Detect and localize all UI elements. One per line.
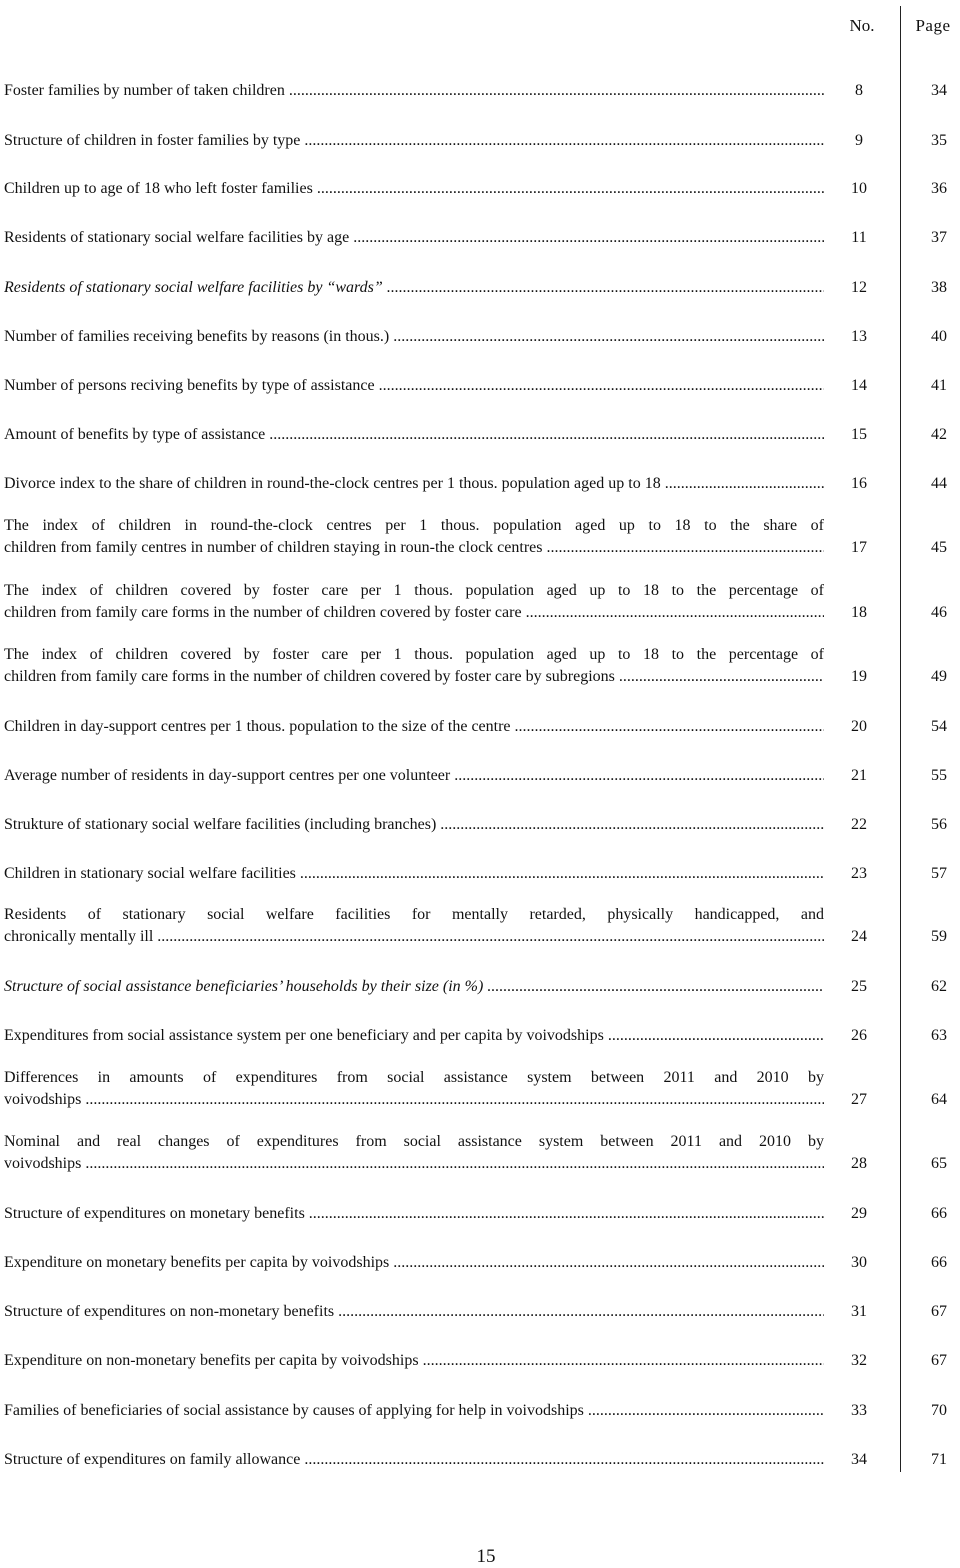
toc-entry-title-line2 [4,602,824,624]
toc-entry-title [4,904,824,948]
toc-entry-number: 8 [855,82,863,99]
toc-entry-title-text: Strukture of stationary social welfare facilities (including branches) [4,816,437,833]
toc-entry-title-line1: The index of children covered by foster care per 1 thous. population aged up to 18 to the percentage of [4,646,824,663]
toc-entry-title-line1 [4,130,824,152]
toc-entry-page[interactable]: 44 [931,475,947,492]
toc-entry-number: 17 [851,539,867,556]
toc-entry-title-text: Families of beneficiaries of social assistance by causes of applying for help in voivodships [4,1402,584,1419]
toc-entry-number: 29 [851,1205,867,1222]
toc-entry-page[interactable]: 65 [931,1155,947,1172]
toc-entry-title [4,473,824,495]
toc-entry-page[interactable]: 66 [931,1254,947,1271]
toc-entry-title [4,863,824,885]
toc-entry-title-text: Children up to age of 18 who left foster families [4,180,313,197]
toc-entry-number: 23 [851,865,867,882]
toc-entry-title [4,976,824,998]
toc-entry-number: 25 [851,978,867,995]
toc-entry-page[interactable]: 56 [931,816,947,833]
toc-entry-title-line1 [4,716,824,738]
toc-entry-page[interactable]: 40 [931,328,947,345]
toc-entry-title [4,644,824,688]
page-number: 15 [476,1546,496,1567]
toc-entry-title-line2 [4,666,824,688]
toc-entry-title-line1 [4,814,824,836]
toc-entry-title [4,326,824,348]
toc-entry-title-line1: The index of children in round-the-clock centres per 1 thous. population aged up to 18 to the share of [4,517,824,534]
toc-entry-title [4,716,824,738]
toc-entry-number: 12 [851,279,867,296]
toc-entry-title-text: Foster families by number of taken children [4,82,285,99]
toc-entry-page[interactable]: 66 [931,1205,947,1222]
toc-entry-title-line2 [4,926,824,948]
column-header-no: No. [849,16,875,35]
toc-entry-title-line1 [4,1025,824,1047]
toc-entry-page[interactable]: 57 [931,865,947,882]
toc-entry-number: 20 [851,718,867,735]
toc-entry-page[interactable]: 55 [931,767,947,784]
toc-entry-title-text: Structure of expenditures on monetary benefits [4,1205,305,1222]
toc-entry-title [4,1203,824,1225]
toc-entry-page[interactable]: 45 [931,539,947,556]
toc-entry-title [4,814,824,836]
toc-entry-title-text: Expenditures from social assistance system per one beneficiary and per capita by voivodships [4,1027,604,1044]
toc-entry-page[interactable]: 63 [931,1027,947,1044]
toc-entry-title-text: voivodships [4,1091,82,1108]
toc-entry-page[interactable]: 71 [931,1451,947,1468]
toc-entry-number: 22 [851,816,867,833]
toc-entry-title-text: Amount of benefits by type of assistance [4,426,266,443]
toc-entry-number: 32 [851,1352,867,1369]
toc-entry-page[interactable]: 42 [931,426,947,443]
toc-entry-title-line1: Differences in amounts of expenditures from social assistance system between 2011 and 2010 by [4,1069,824,1086]
toc-entry-title [4,1350,824,1372]
column-header-page: Page [915,16,951,35]
toc-entry-title [4,227,824,249]
toc-entry-page[interactable]: 36 [931,180,947,197]
toc-entry-title [4,277,824,299]
toc-entry-page[interactable]: 59 [931,928,947,945]
toc-entry-title [4,1301,824,1323]
toc-entry-title-line1 [4,1252,824,1274]
toc-entry-title-text: Structure of children in foster families by type [4,132,301,149]
toc-header [0,16,960,40]
toc-entry-title [4,765,824,787]
toc-entry-number: 21 [851,767,867,784]
toc-entry-title-text: Number of families receiving benefits by reasons (in thous.) [4,328,390,345]
toc-entry-page[interactable]: 34 [931,82,947,99]
toc-entry-page[interactable]: 67 [931,1352,947,1369]
toc-entry-title-line1 [4,1301,824,1323]
toc-entry-page[interactable]: 46 [931,604,947,621]
toc-entry-title-line1: The index of children covered by foster care per 1 thous. population aged up to 18 to the percentage of [4,582,824,599]
toc-entry-title-text: Structure of expenditures on family allowance [4,1451,301,1468]
toc-entry-title-text: children from family care forms in the number of children covered by foster care [4,604,522,621]
toc-entry-title-line1: Nominal and real changes of expenditures from social assistance system between 2011 and 2010 by [4,1133,824,1150]
toc-entry-title-line2 [4,1153,824,1175]
toc-entry-title-text: Expenditure on non-monetary benefits per capita by voivodships [4,1352,419,1369]
toc-entry-number: 27 [851,1091,867,1108]
toc-entry-page[interactable]: 64 [931,1091,947,1108]
toc-entry-title-text: voivodships [4,1155,82,1172]
toc-entry-title-text: chronically mentally ill [4,928,154,945]
toc-entry-page[interactable]: 35 [931,132,947,149]
toc-entry-number: 9 [855,132,863,149]
toc-entry-number: 13 [851,328,867,345]
toc-entry-title [4,1400,824,1422]
toc-entry-number: 16 [851,475,867,492]
toc-entry-page[interactable]: 70 [931,1402,947,1419]
toc-entry-title-line1 [4,1400,824,1422]
toc-entry-page[interactable]: 37 [931,229,947,246]
toc-entry-title [4,80,824,102]
toc-entry-number: 15 [851,426,867,443]
toc-entry-title-line1 [4,765,824,787]
toc-entry-title-text: Divorce index to the share of children in round-the-clock centres per 1 thous. population aged up to 18 [4,475,661,492]
toc-entry-page[interactable]: 49 [931,668,947,685]
toc-entry-title [4,1252,824,1274]
toc-entry-title-line1 [4,326,824,348]
toc-entry-title-line1: Residents of stationary social welfare facilities for mentally retarded, physically handicapped, and [4,906,824,923]
toc-entry-title-text: children from family centres in number of children staying in roun-the clock centres [4,539,543,556]
toc-entry-title-line2 [4,1089,824,1111]
toc-entry-title-text: Structure of expenditures on non-monetary benefits [4,1303,335,1320]
toc-entry-title [4,1025,824,1047]
toc-entry-title-line1 [4,424,824,446]
toc-entry-page[interactable]: 38 [931,279,947,296]
toc-entry-number: 33 [851,1402,867,1419]
toc-entry-title [4,1131,824,1175]
toc-entry-number: 24 [851,928,867,945]
toc-entry-page[interactable]: 54 [931,718,947,735]
toc-entry-number: 28 [851,1155,867,1172]
toc-entry-title [4,515,824,559]
toc-entry-page[interactable]: 62 [931,978,947,995]
toc-entry-title-line1 [4,863,824,885]
toc-entry-title-text: Expenditure on monetary benefits per capita by voivodships [4,1254,390,1271]
toc-entry-title-text: Residents of stationary social welfare facilities by “wards” [4,279,383,296]
toc-entry-page[interactable]: 67 [931,1303,947,1320]
toc-entry-title-text: Number of persons reciving benefits by type of assistance [4,377,375,394]
toc-entry-title [4,424,824,446]
toc-entry-title-line1 [4,375,824,397]
toc-entry-title-text: Children in day-support centres per 1 thous. population to the size of the centre [4,718,511,735]
toc-entry-title-text: Average number of residents in day-support centres per one volunteer [4,767,451,784]
toc-entry-title-line1 [4,976,824,998]
toc-entry-title-line1 [4,80,824,102]
toc-entry-number: 31 [851,1303,867,1320]
toc-entry-number: 30 [851,1254,867,1271]
toc-entry-title-line1 [4,1350,824,1372]
toc-entry-number: 26 [851,1027,867,1044]
toc-entry-page[interactable]: 41 [931,377,947,394]
toc-entry-number: 34 [851,1451,867,1468]
toc-entry-title-line1 [4,277,824,299]
toc-entry-number: 14 [851,377,867,394]
toc-entry-title-line1 [4,1449,824,1471]
toc-entry-title [4,580,824,624]
toc-entry-title [4,375,824,397]
toc-entry-title [4,130,824,152]
toc-entry-title-text: Structure of social assistance beneficiaries’ households by their size (in %) [4,978,484,995]
toc-entry-title-line1 [4,178,824,200]
toc-entry-title [4,178,824,200]
toc-entry-title-text: children from family care forms in the number of children covered by foster care by subregions [4,668,615,685]
toc-entry-number: 10 [851,180,867,197]
toc-entry-title [4,1067,824,1111]
toc-entry-title-line1 [4,473,824,495]
column-divider [900,6,901,1472]
toc-entry-title [4,1449,824,1471]
toc-entry-number: 19 [851,668,867,685]
toc-entry-number: 11 [851,229,867,246]
toc-entry-title-line1 [4,1203,824,1225]
toc-entry-title-text: Children in stationary social welfare facilities [4,865,296,882]
toc-entry-title-line1 [4,227,824,249]
toc-entry-title-text: Residents of stationary social welfare facilities by age [4,229,350,246]
toc-entry-number: 18 [851,604,867,621]
toc-entry-title-line2 [4,537,824,559]
